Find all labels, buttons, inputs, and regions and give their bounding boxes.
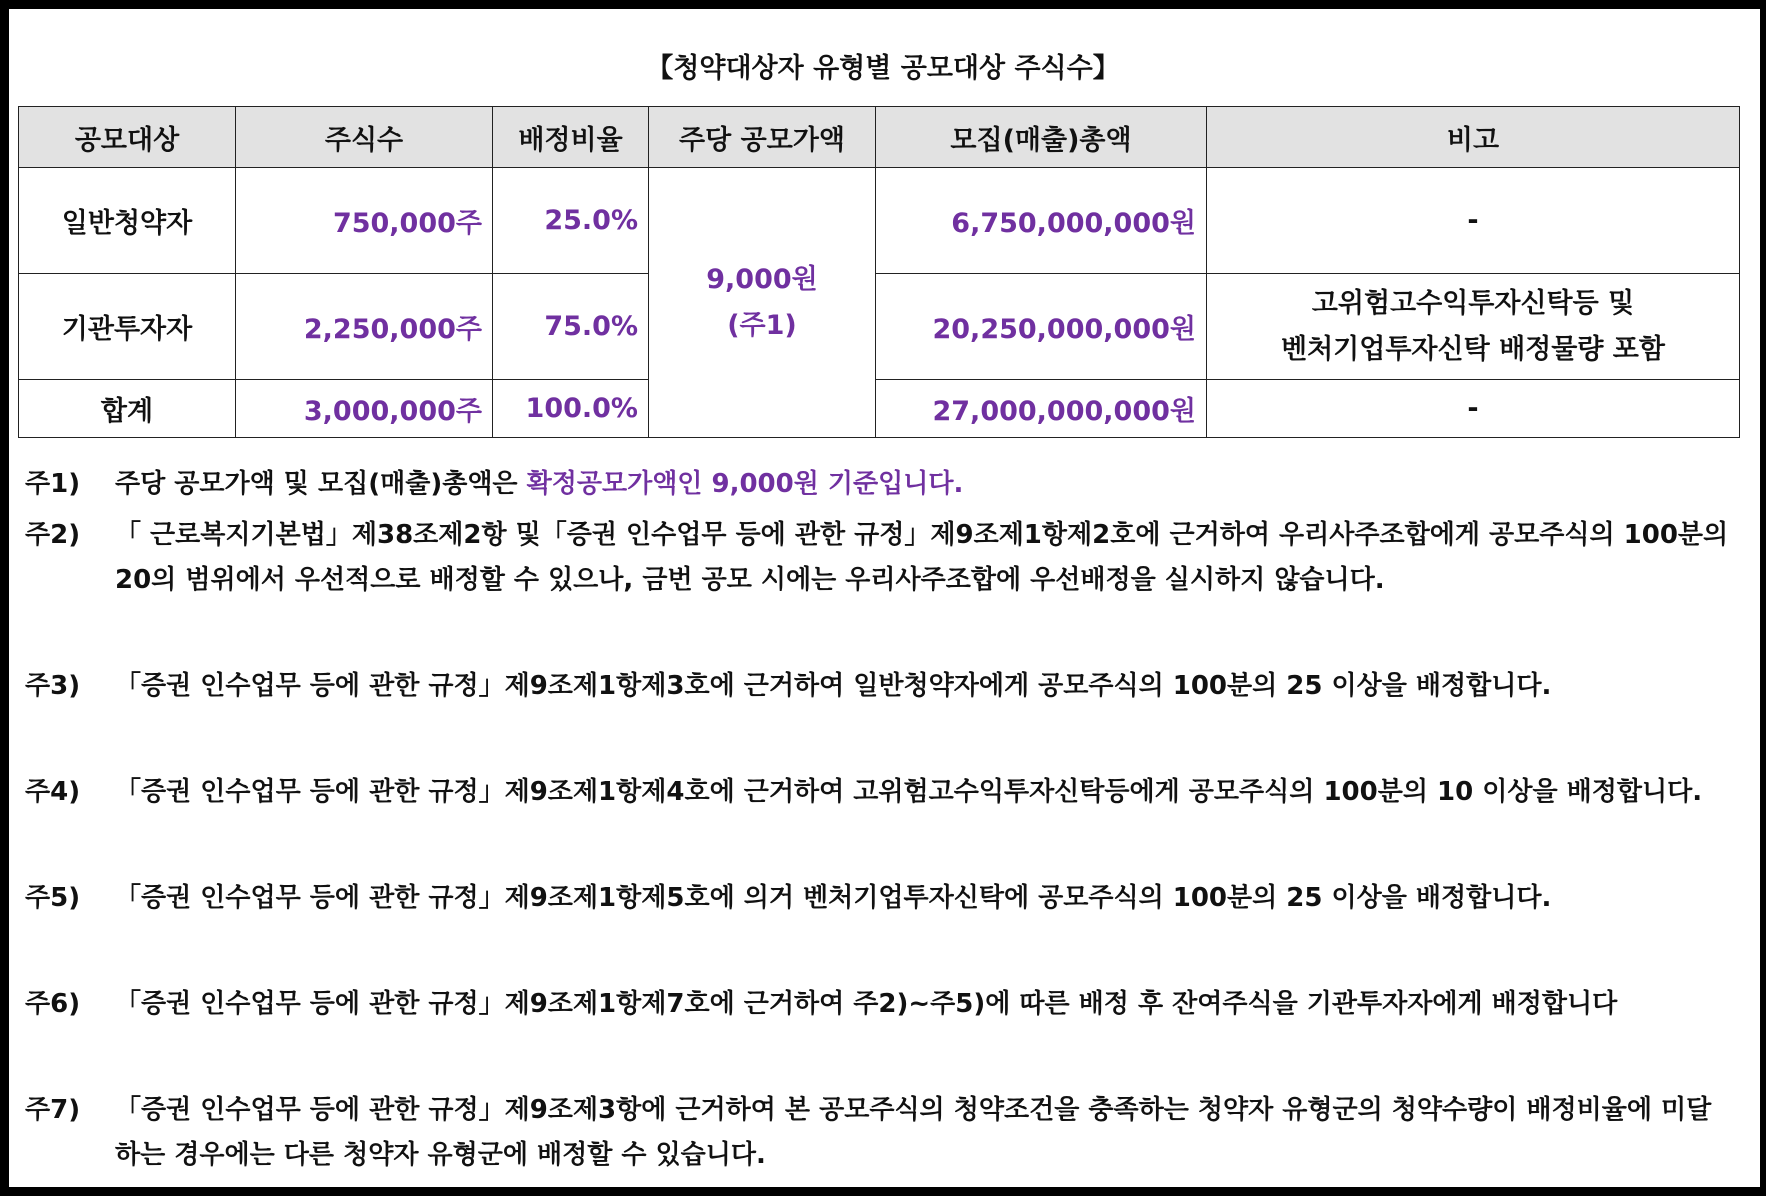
cell-remark [1207, 274, 1740, 380]
header-ratio: 배정비율 [493, 107, 649, 168]
cell-remark: - [1207, 168, 1740, 274]
footnote-label: 주5) [25, 883, 81, 913]
cell-total: 20,250,000,000원 [876, 274, 1207, 380]
cell-total: 27,000,000,000원 [876, 380, 1207, 438]
cell-shares: 750,000주 [236, 168, 493, 274]
cell-target: 일반청약자 [19, 168, 236, 274]
footnotes [25, 462, 1735, 1178]
footnote-text: 「증권 인수업무 등에 관한 규정」제9조제3항에 근거하여 본 공모주식의 청약조건을 충족하는 청약자 유형군의 청약수량이 배정비율에 미달하는 경우에는 다른 청약자 유형군에 배정할 수 있습니다. [115, 1095, 1712, 1170]
remark-line-2: 벤처기업투자신탁 배정물량 포함 [1281, 333, 1665, 365]
remark-line-1: 고위험고수익투자신탁등 및 [1311, 287, 1635, 319]
cell-ratio: 75.0% [493, 274, 649, 380]
footnote-text: 「증권 인수업무 등에 관한 규정」제9조제1항제5호에 의거 벤처기업투자신탁에 공모주식의 100분의 25 이상을 배정합니다. [115, 883, 1552, 913]
footnote-item [25, 462, 1735, 507]
table-row-total [19, 380, 1740, 438]
footnote-item [25, 1088, 1735, 1178]
footnote-label: 주3) [25, 671, 81, 701]
footnote-text: 「증권 인수업무 등에 관한 규정」제9조제1항제3호에 근거하여 일반청약자에게 공모주식의 100분의 25 이상을 배정합니다. [115, 671, 1552, 701]
cell-ratio: 25.0% [493, 168, 649, 274]
cell-target: 합계 [19, 380, 236, 438]
footnote-label: 주4) [25, 777, 81, 807]
footnote-item [25, 770, 1735, 815]
footnote-text [115, 462, 1735, 507]
price-footnote-ref: (주1) [727, 309, 797, 341]
document-title: 【청약대상자 유형별 공모대상 주식수】 [646, 53, 1120, 84]
table-row [19, 168, 1740, 274]
header-shares: 주식수 [236, 107, 493, 168]
header-remark: 비고 [1207, 107, 1740, 168]
footnote-text: 「 근로복지기본법」제38조제2항 및「증권 인수업무 등에 관한 규정」제9조제1항제2호에 근거하여 우리사주조합에게 공모주식의 100분의 20의 범위에서 우선적으로 배정할 수 있으나, 금번 공모 시에는 우리사주조합에 우선배정을 실시하지 않습니다. [115, 520, 1729, 595]
footnote-item [25, 513, 1735, 603]
table-header-row [19, 107, 1740, 168]
header-price: 주당 공모가액 [649, 107, 876, 168]
footnote-item [25, 876, 1735, 921]
footnote-text: 「증권 인수업무 등에 관한 규정」제9조제1항제4호에 근거하여 고위험고수익투자신탁등에게 공모주식의 100분의 10 이상을 배정합니다. [115, 777, 1703, 807]
footnote-text-plain: 주당 공모가액 및 모집(매출)총액은 [115, 469, 527, 499]
price-value: 9,000원 [706, 263, 818, 295]
cell-ratio: 100.0% [493, 380, 649, 438]
cell-target: 기관투자자 [19, 274, 236, 380]
footnote-label: 주1) [25, 469, 81, 499]
table-row [19, 274, 1740, 380]
cell-shares: 2,250,000주 [236, 274, 493, 380]
footnote-label: 주2) [25, 520, 81, 550]
footnote-text: 「증권 인수업무 등에 관한 규정」제9조제1항제7호에 근거하여 주2)~주5)에 따른 배정 후 잔여주식을 기관투자자에게 배정합니다 [115, 989, 1618, 1019]
cell-total: 6,750,000,000원 [876, 168, 1207, 274]
footnote-label: 주6) [25, 989, 81, 1019]
footnote-label: 주7) [25, 1095, 81, 1125]
footnote-item [25, 982, 1735, 1027]
cell-shares: 3,000,000주 [236, 380, 493, 438]
allocation-table [18, 106, 1740, 438]
header-target: 공모대상 [19, 107, 236, 168]
cell-remark: - [1207, 380, 1740, 438]
cell-price [649, 168, 876, 438]
footnote-text-highlight: 확정공모가액인 9,000원 기준입니다. [526, 469, 964, 499]
footnote-item [25, 664, 1735, 709]
header-total: 모집(매출)총액 [876, 107, 1207, 168]
